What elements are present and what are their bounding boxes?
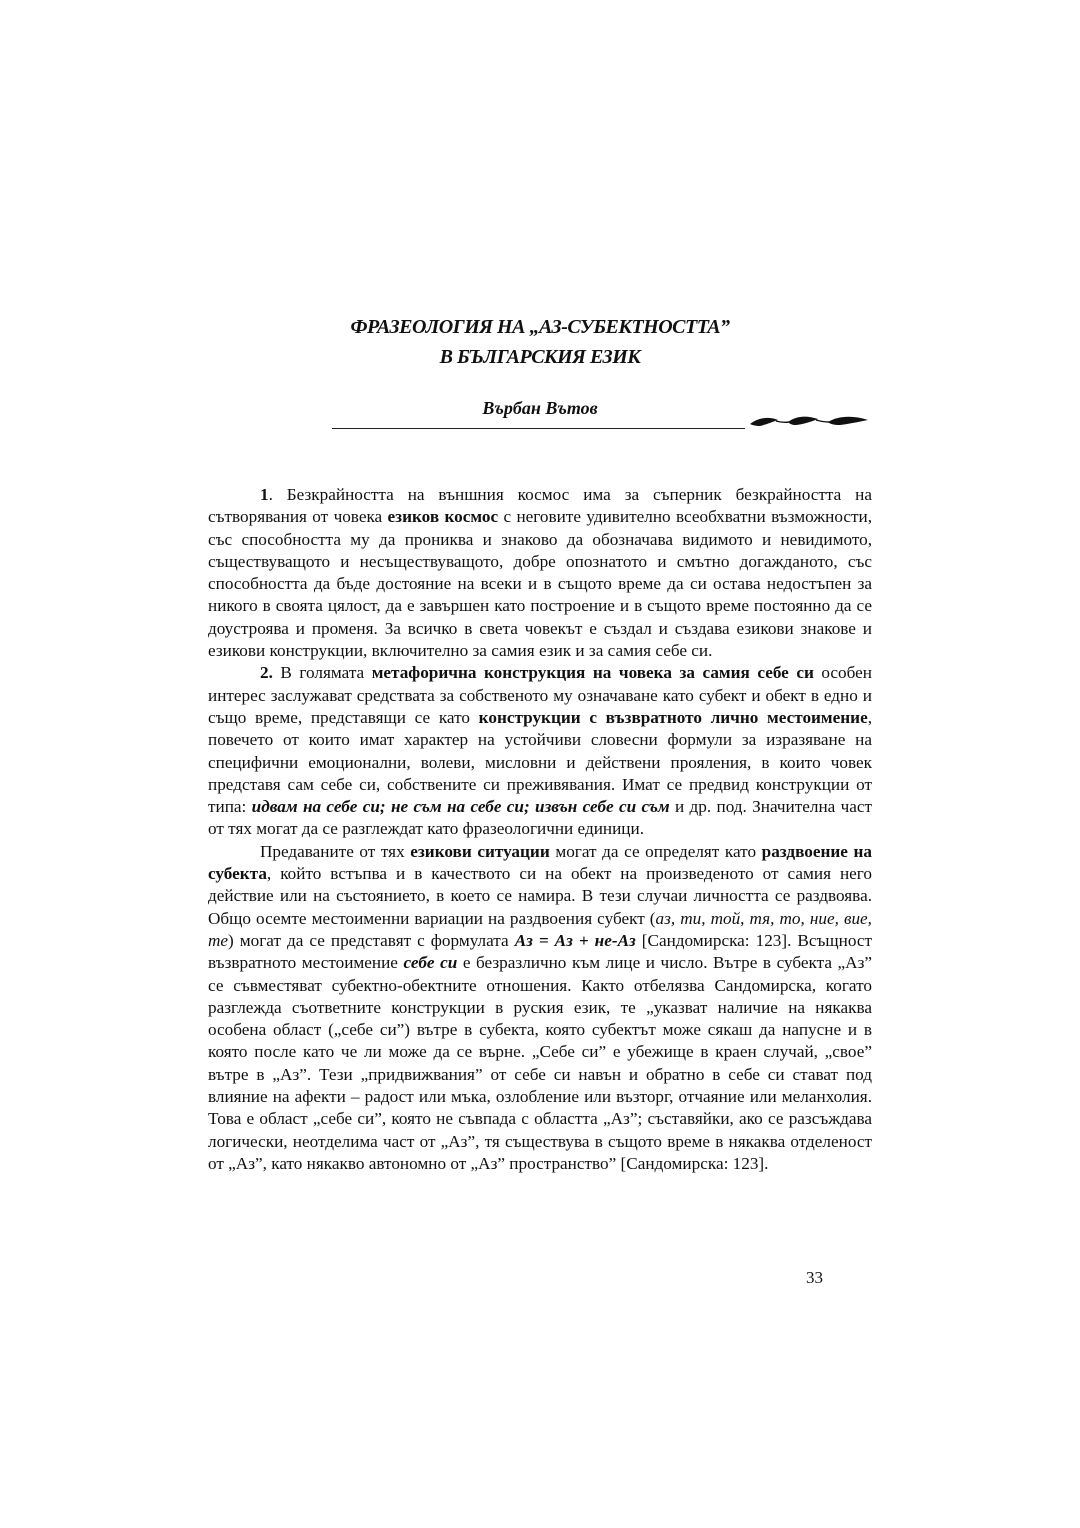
paragraph-1: 1. Безкрайността на външния космос има за съперник безкрайността на сътворявания от човека езиков космос с неговите удивително всеобхватни възможности, със способността му да прониква и знаково да обозначава видимото и невидимото, съществуващото и несъществуващото, добре опознатото и смътно догажданото, със способността да бъде достояние на всеки и в същото време да си остава недостъпен за никого в своята цялост, да е завършен като построение и в същото време постоянно да се доустроява и променя. За всичко в света човекът е създал и създава езикови знакове и езикови конструкции, включително за самия език и за самия себе си.: [208, 485, 872, 661]
paragraph-2: 2. В голямата метафорична конструкция на човека за самия себе си особен интерес заслужават средствата за собственото му означаване като субект и обект в едно и също време, представящи се като конструкции с възвратното лично местоимение, повечето от които имат характер на устойчиви словесни формули за изразяване на специфични емоционални, волеви, мисловни и действени прояления, в които човек представя сам себе си, собствените си преживявания. Имат се предвид конструкции от типа: идвам на себе си; не съм на себе си; извън себе си съм и др. под. Значителна част от тях могат да се разглеждат като фразеологични единици.: [208, 663, 873, 839]
article-body: [208, 484, 872, 1175]
paragraph-number: 1: [260, 485, 269, 504]
page-number: 33: [806, 1268, 823, 1287]
example-phrases: идвам на себе си; не съм на себе си; извън себе си съм: [251, 797, 670, 817]
pronoun-list: аз, ти, той, тя, то, ние, вие, те: [208, 908, 872, 950]
title-divider: [332, 428, 745, 429]
bold-term: метафорична конструкция на човека за самия себе си: [371, 663, 814, 683]
article-title-line-1: ФРАЗЕОЛОГИЯ НА „АЗ-СУБЕКТНОСТТА”: [350, 316, 730, 338]
article-title-line-2: В БЪЛГАРСКИЯ ЕЗИК: [439, 346, 641, 368]
formula: Аз = Аз + не-Аз: [514, 930, 636, 950]
bold-term: конструкции с възвратното лично местоимение: [478, 707, 868, 727]
bold-term: езиков космос: [387, 507, 499, 527]
author-name: Върбан Вътов: [482, 398, 598, 418]
decorative-ornament-icon: [748, 410, 872, 432]
bold-term: езикови ситуации: [410, 841, 550, 861]
paragraph-number: 2.: [260, 663, 273, 683]
bold-term: раздвоение на субекта: [208, 841, 872, 884]
paragraph-3: Предаваните от тях езикови ситуации могат да се определят като раздвоение на субекта, който встъпва и в качеството си на обект на произведеното от самия него действие или на състоянието, в което се намира. В тези случаи личността се раздвоява. Общо осемте местоименни вариации на раздвоения субект (аз, ти, той, тя, то, ние, вие, те) могат да се представят с формулата Аз = Аз + не-Аз [Сандомирска: 123]. Всъщност възвратното местоимение себе си е безразлично към лице и число. Вътре в субекта „Аз” се съвместяват субектно-обектните отношения. Както отбелязва Сандомирска, когато разглежда съответните конструкции в руския език, те „указват наличие на някаква особена област („себе си”) вътре в субекта, която субектът може сякаш да напусне и в която после като че ли може да се върне. „Себе си” е убежище в краен случай, „свое” вътре в „Аз”. Тези „придвижвания” от себе си навън и обратно в себе си стават под влияние на афекти – радост или мъка, озлобление или възторг, отчаяние или меланхолия. Това е област „себе си”, която не съвпада с областта „Аз”; съставяйки, ако се разсъждава логически, неотделима част от „Аз”, тя съществува в същото време в някаква отделеност от „Аз”, като някакво автономно от „Аз” пространство” [Сандомирска: 123].: [208, 841, 873, 1173]
reflexive-pronoun: себе си: [403, 953, 458, 973]
